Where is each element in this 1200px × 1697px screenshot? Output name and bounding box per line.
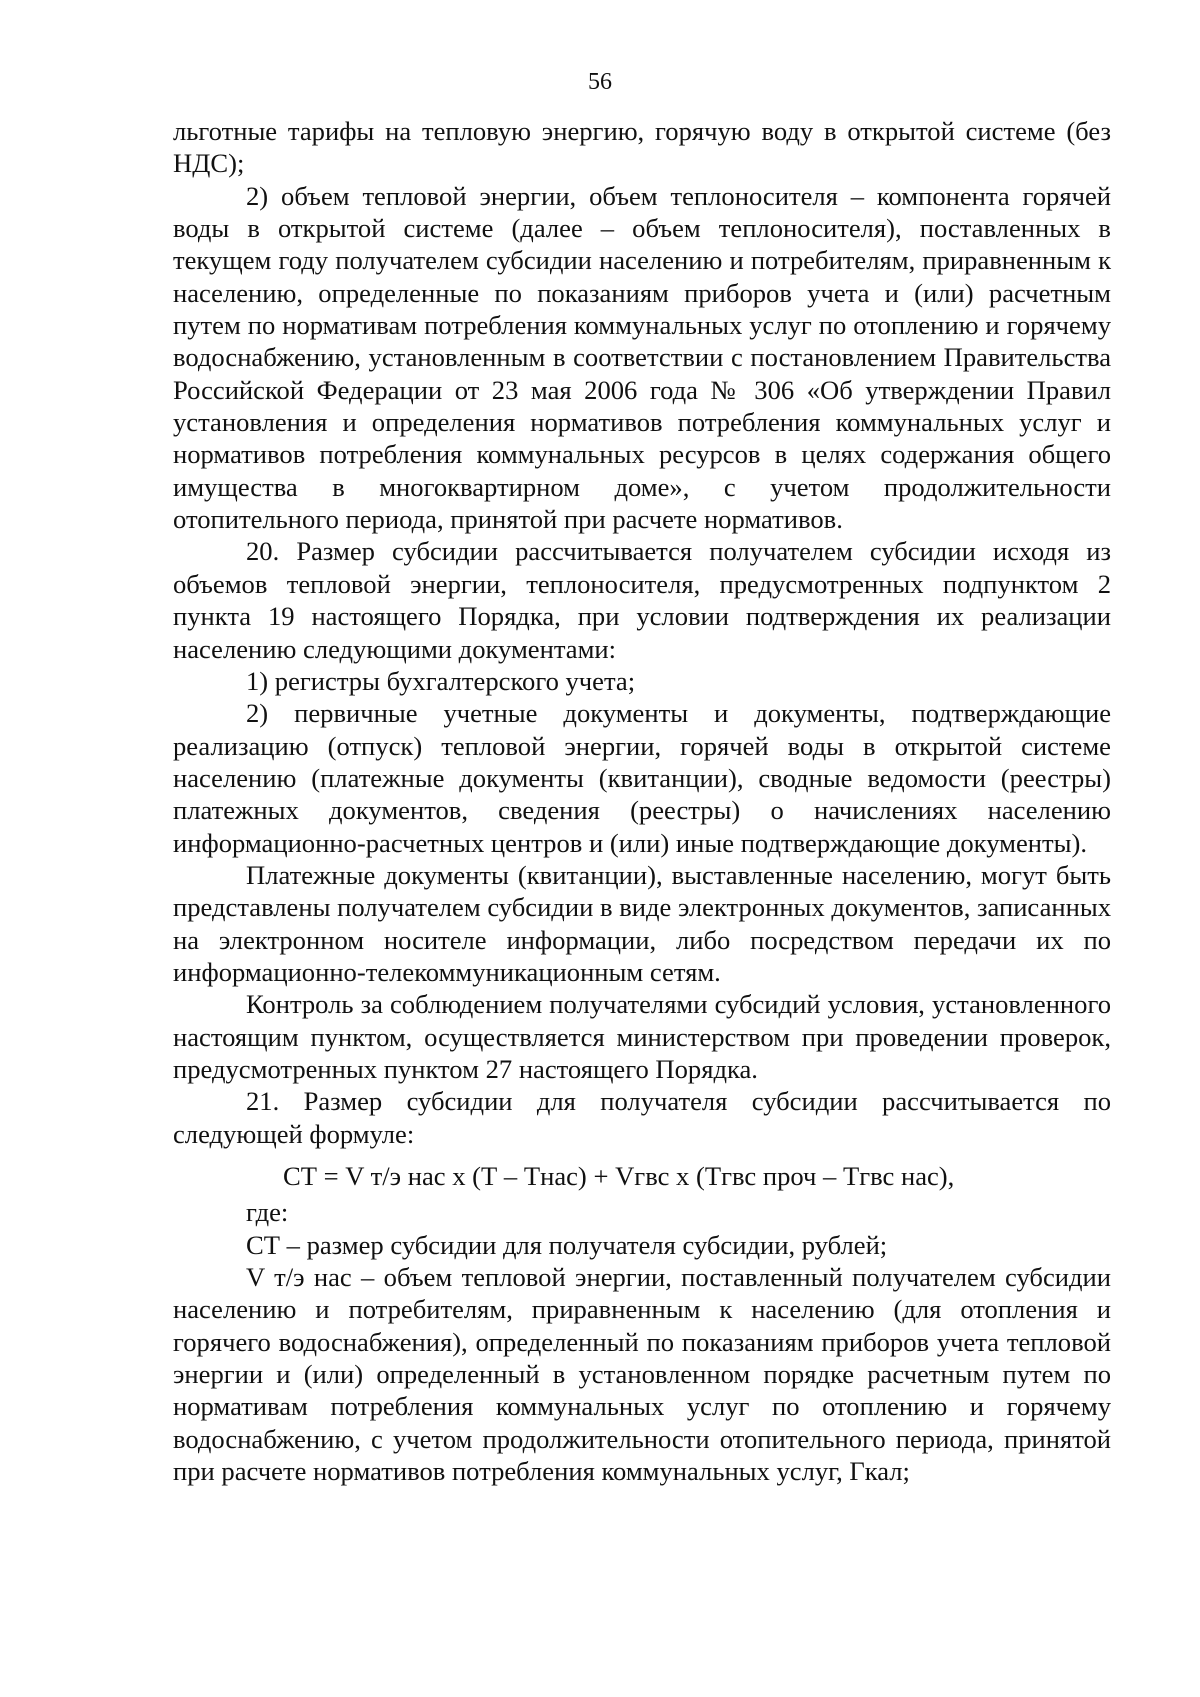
paragraph-point-21: 21. Размер субсидии для получателя субсидии рассчитывается по следующей формуле:: [173, 1086, 1111, 1149]
subsidy-formula: СТ = V т/э нас х (Т – Тнас) + Vгвс х (Тгвс проч – Тгвс нас),: [283, 1161, 955, 1191]
paragraph-payment-documents: Платежные документы (квитанции), выставленные населению, могут быть представлены получателем субсидии в виде электронных документов, записанных на электронном носителе информации, либо посредством передачи их по информационно-телекоммуникационным сетям.: [173, 859, 1111, 987]
where-label: где:: [246, 1197, 289, 1228]
paragraph-point-20: 20. Размер субсидии рассчитывается получателем субсидии исходя из объемов тепловой энергии, теплоносителя, предусмотренных подпунктом 2 пункта 19 настоящего Порядка, при условии подтверждения их реализации населению следующими документами:: [173, 536, 1111, 664]
definition-v-heat-energy: V т/э нас – объем тепловой энергии, поставленный получателем субсидии населению и потребителям, приравненным к населению (для отопления и горячего водоснабжения), определенный по показаниям приборов учета тепловой энергии и (или) определенный в установленном порядке расчетным путем по нормативам потребления коммунальных услуг по отоплению и горячему водоснабжению, с учетом продолжительности отопительного периода, принятой при расчете нормативов потребления коммунальных услуг, Гкал;: [173, 1262, 1111, 1487]
paragraph-item-2-volume: 2) объем тепловой энергии, объем теплоносителя – компонента горячей воды в открытой системе (далее – объем теплоносителя), поставленных в текущем году получателем субсидии населению и потребителям, приравненным к населению, определенные по показаниям приборов учета и (или) расчетным путем по нормативам потребления коммунальных услуг по отоплению и горячему водоснабжению, установленным в соответствии с постановлением Правительства Российской Федерации от 23 мая 2006 года № 306 «Об утверждении Правил установления и определения нормативов потребления коммунальных услуг и нормативов потребления коммунальных ресурсов в целях содержания общего имущества в многоквартирном доме», с учетом продолжительности отопительного периода, принятой при расчете нормативов.: [173, 180, 1111, 535]
page-number: 56: [588, 69, 612, 95]
paragraph-control: Контроль за соблюдением получателями субсидий условия, установленного настоящим пунктом, осуществляется министерством при проведении проверок, предусмотренных пунктом 27 настоящего Порядка.: [173, 989, 1111, 1084]
paragraph-item-2-primary-documents: 2) первичные учетные документы и документы, подтверждающие реализацию (отпуск) тепловой энергии, горячей воды в открытой системе населению (платежные документы (квитанции), сводные ведомости (реестры) платежных документов, сведения (реестры) о начислениях населению информационно-расчетных центров и (или) иные подтверждающие документы).: [173, 698, 1111, 858]
document-body: [173, 115, 1111, 1487]
definition-st: СТ – размер субсидии для получателя субсидии, рублей;: [246, 1229, 888, 1260]
paragraph-item-1-registers: 1) регистры бухгалтерского учета;: [246, 665, 636, 696]
paragraph-tariffs-continuation: льготные тарифы на тепловую энергию, горячую воду в открытой системе (без НДС);: [173, 116, 1111, 179]
